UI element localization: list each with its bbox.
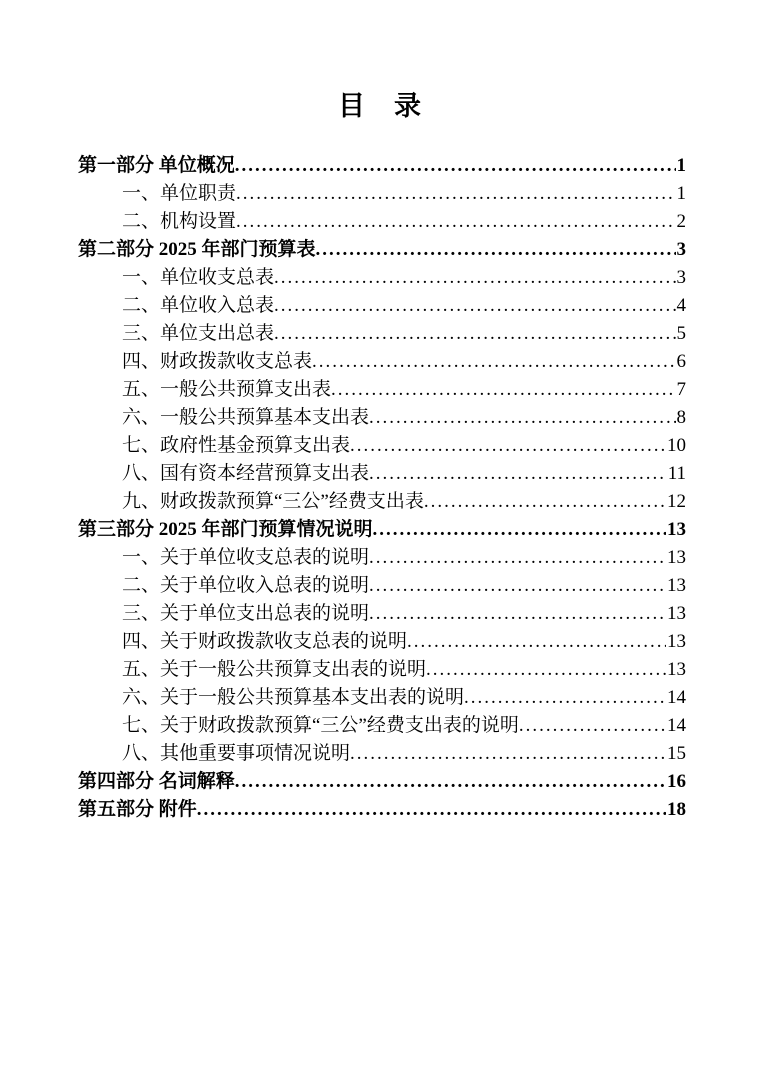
- toc-page-number: 3: [676, 267, 686, 288]
- toc-page-number: 18: [667, 799, 686, 820]
- toc-entry-label: 第一部分 单位概况: [78, 155, 235, 176]
- toc-entry-label: 五、一般公共预算支出表: [122, 379, 332, 400]
- toc-row[interactable]: [78, 152, 686, 180]
- toc-dot-leader: [407, 628, 666, 656]
- toc-entry-label: 第二部分 2025 年部门预算表: [78, 239, 316, 260]
- toc-page-number: 6: [676, 351, 686, 372]
- toc-row[interactable]: [78, 572, 686, 600]
- toc-entry-label: 九、财政拨款预算“三公”经费支出表: [122, 491, 424, 512]
- toc-dot-leader: [369, 544, 666, 572]
- toc-row[interactable]: [78, 544, 686, 572]
- toc-dot-leader: [197, 796, 666, 824]
- toc-entry-label: 二、关于单位收入总表的说明: [122, 575, 370, 596]
- toc-row[interactable]: [78, 740, 686, 768]
- toc-entry-label: 第三部分 2025 年部门预算情况说明: [78, 519, 373, 540]
- toc-page-number: 11: [667, 463, 686, 484]
- toc-entry-label: 三、关于单位支出总表的说明: [122, 603, 370, 624]
- toc-entry-label: 六、一般公共预算基本支出表: [122, 407, 370, 428]
- toc-row[interactable]: [78, 460, 686, 488]
- toc-page-number: 7: [676, 379, 686, 400]
- toc-dot-leader: [316, 236, 676, 264]
- toc-row[interactable]: [78, 404, 686, 432]
- toc-entry-label: 六、关于一般公共预算基本支出表的说明: [122, 687, 465, 708]
- toc-page-number: 13: [667, 519, 686, 540]
- toc-entry-label: 一、关于单位收支总表的说明: [122, 547, 370, 568]
- toc-row[interactable]: [78, 432, 686, 460]
- toc-entry-label: 四、财政拨款收支总表: [122, 351, 313, 372]
- toc-row[interactable]: [78, 264, 686, 292]
- toc-entry-label: 八、国有资本经营预算支出表: [122, 463, 370, 484]
- toc-page-number: 13: [667, 631, 686, 652]
- toc-dot-leader: [464, 684, 666, 712]
- toc-row[interactable]: [78, 600, 686, 628]
- toc-row[interactable]: [78, 656, 686, 684]
- toc-page-number: 10: [667, 435, 686, 456]
- toc-page-number: 1: [676, 155, 686, 176]
- toc-entry-label: 二、机构设置: [122, 211, 237, 232]
- page-title: 目 录: [338, 91, 422, 121]
- toc-row[interactable]: [78, 516, 686, 544]
- toc-dot-leader: [235, 152, 676, 180]
- toc-entry-label: 五、关于一般公共预算支出表的说明: [122, 659, 427, 680]
- toc-dot-leader: [369, 404, 675, 432]
- toc-entry-label: 一、单位收支总表: [122, 267, 275, 288]
- toc-row[interactable]: [78, 684, 686, 712]
- toc-entry-label: 四、关于财政拨款收支总表的说明: [122, 631, 408, 652]
- toc-dot-leader: [426, 656, 666, 684]
- toc-page-number: 2: [676, 211, 686, 232]
- toc-entry-label: 七、关于财政拨款预算“三公”经费支出表的说明: [122, 715, 519, 736]
- toc-entry-label: 第四部分 名词解释: [78, 771, 235, 792]
- toc-dot-leader: [331, 376, 675, 404]
- toc-dot-leader: [424, 488, 666, 516]
- toc-page-number: 13: [667, 575, 686, 596]
- toc-row[interactable]: [78, 768, 686, 796]
- toc-entry-label: 二、单位收入总表: [122, 295, 275, 316]
- toc-page-number: 1: [676, 183, 686, 204]
- toc-row[interactable]: [78, 376, 686, 404]
- toc-page-number: 16: [667, 771, 686, 792]
- toc-page-number: 5: [676, 323, 686, 344]
- toc-row[interactable]: [78, 796, 686, 824]
- toc-dot-leader: [236, 180, 675, 208]
- toc-row[interactable]: [78, 180, 686, 208]
- toc-row[interactable]: [78, 292, 686, 320]
- toc-entry-label: 三、单位支出总表: [122, 323, 275, 344]
- toc-row[interactable]: [78, 320, 686, 348]
- toc-entry-label: 第五部分 附件: [78, 799, 197, 820]
- toc-page-number: 13: [667, 603, 686, 624]
- toc-dot-leader: [369, 460, 667, 488]
- toc-page-number: 13: [667, 659, 686, 680]
- toc-dot-leader: [350, 740, 666, 768]
- toc-row[interactable]: [78, 208, 686, 236]
- toc-dot-leader: [312, 348, 675, 376]
- toc-row[interactable]: [78, 712, 686, 740]
- toc-dot-leader: [274, 320, 675, 348]
- toc-dot-leader: [369, 572, 666, 600]
- toc-row[interactable]: [78, 628, 686, 656]
- toc-entry-label: 八、其他重要事项情况说明: [122, 743, 351, 764]
- toc-page-number: 14: [667, 687, 686, 708]
- toc-page-number: 4: [676, 295, 686, 316]
- toc-page-number: 13: [667, 547, 686, 568]
- toc-page-number: 3: [676, 239, 686, 260]
- toc-page-number: 12: [667, 491, 686, 512]
- toc-dot-leader: [274, 292, 675, 320]
- toc-dot-leader: [519, 712, 666, 740]
- toc-row[interactable]: [78, 236, 686, 264]
- toc-entry-label: 七、政府性基金预算支出表: [122, 435, 351, 456]
- toc-dot-leader: [235, 768, 666, 796]
- toc-page-number: 14: [667, 715, 686, 736]
- toc-dot-leader: [373, 516, 666, 544]
- toc-page-number: 8: [676, 407, 686, 428]
- toc-entry-label: 一、单位职责: [122, 183, 237, 204]
- toc-page-number: 15: [667, 743, 686, 764]
- toc-dot-leader: [369, 600, 666, 628]
- toc-dot-leader: [350, 432, 666, 460]
- toc-row[interactable]: [78, 348, 686, 376]
- toc-row[interactable]: [78, 488, 686, 516]
- toc-dot-leader: [274, 264, 675, 292]
- table-of-contents: [78, 152, 686, 824]
- toc-dot-leader: [236, 208, 675, 236]
